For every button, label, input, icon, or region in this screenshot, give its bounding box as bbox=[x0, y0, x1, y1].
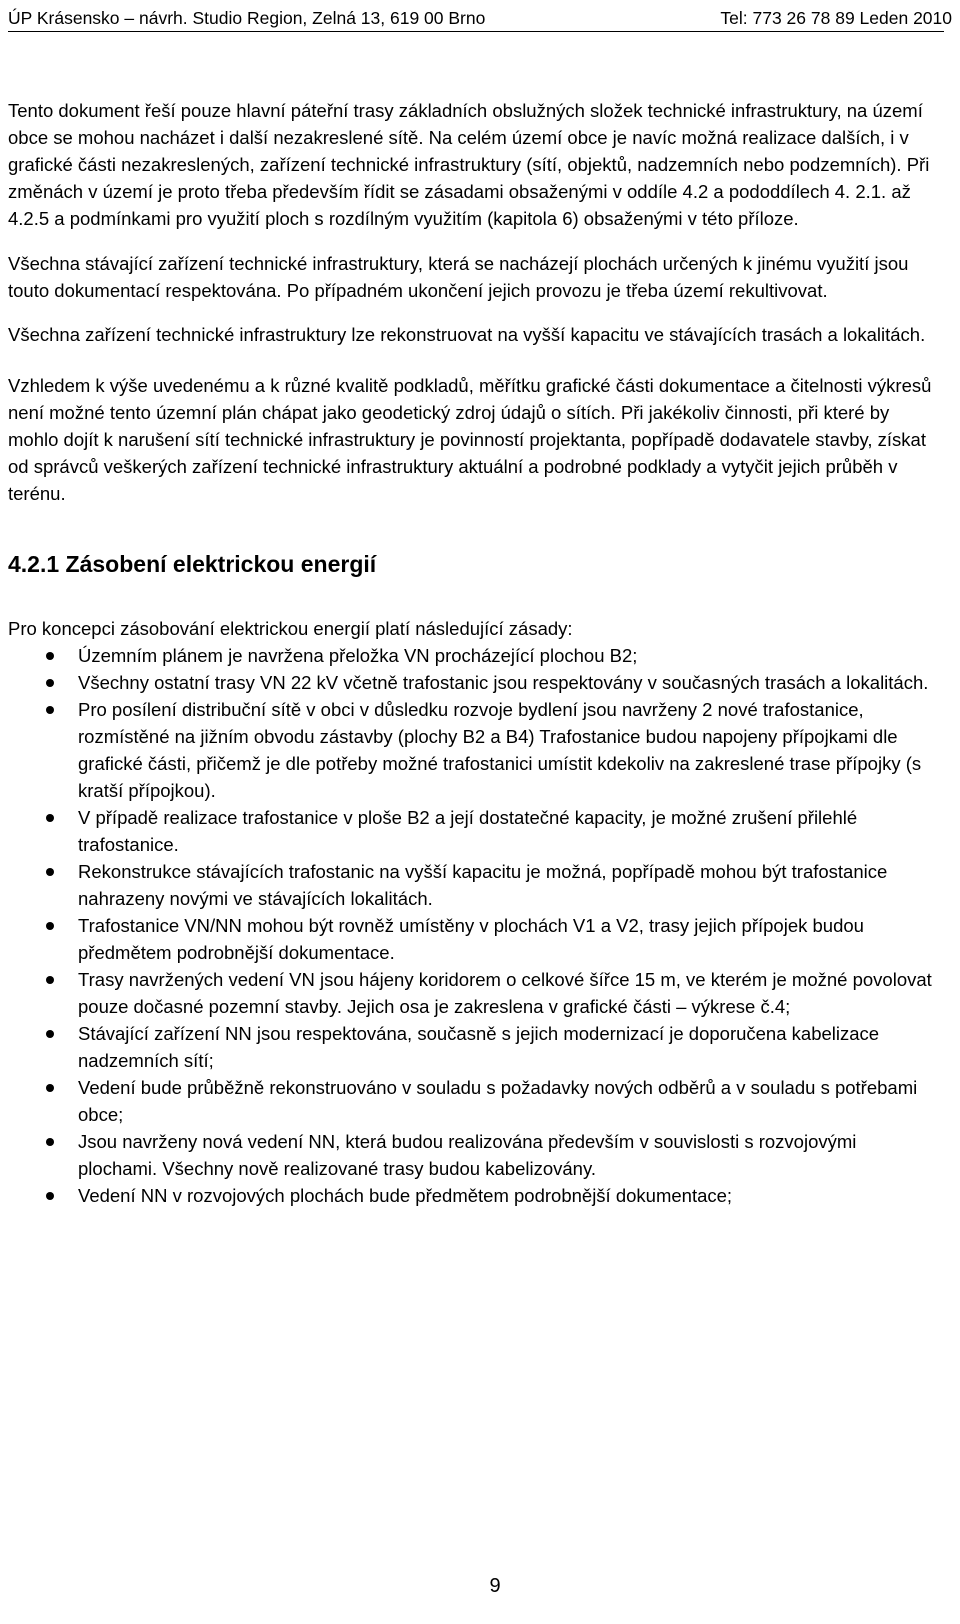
header-right: Tel: 773 26 78 89 Leden 2010 bbox=[720, 8, 952, 28]
page-number bbox=[0, 1574, 944, 1598]
list-item: Rekonstrukce stávajících trafostanic na vyšší kapacitu je možná, popřípadě mohou být trafostanice nahrazeny novými ve stávajících lokalitách. bbox=[8, 858, 936, 912]
list-item: Trafostanice VN/NN mohou být rovněž umístěny v plochách V1 a V2, trasy jejich přípojek budou předmětem podrobnější dokumentace. bbox=[8, 912, 936, 966]
header-left: ÚP Krásensko – návrh. Studio Region, Zelná 13, 619 00 Brno bbox=[8, 8, 486, 28]
paragraph-1: Tento dokument řeší pouze hlavní páteřní trasy základních obslužných složek technické infrastruktury, na území obce se mohou nacházet i další nezakreslené sítě. Na celém území obce je navíc možná realizace dalších, i v grafické části nezakreslených, zařízení technické infrastruktury (sítí, objektů, nadzemních nebo podzemních). Při změnách v území je proto třeba především řídit se zásadami obsaženými v oddíle 4.2 a pododdílech 4. 2.1. až 4.2.5 a podmínkami pro využití ploch s rozdílným využitím (kapitola 6) obsaženými v této příloze. bbox=[8, 100, 930, 229]
list-item: Vedení NN v rozvojových plochách bude předmětem podrobnější dokumentace; bbox=[8, 1182, 936, 1209]
list-item: Vedení bude průběžně rekonstruováno v souladu s požadavky nových odběrů a v souladu s potřebami obce; bbox=[8, 1074, 936, 1128]
paragraph-2: Všechna stávající zařízení technické infrastruktury, která se nacházejí plochách určených k jinému využití jsou touto dokumentací respektována. Po případném ukončení jejich provozu je třeba území rekultivovat. bbox=[8, 253, 909, 301]
header-rule bbox=[8, 31, 944, 32]
list-item: V případě realizace trafostanice v ploše B2 a její dostatečné kapacity, je možné zrušení přilehlé trafostanice. bbox=[8, 804, 936, 858]
page-header bbox=[8, 6, 952, 30]
list-item: Jsou navrženy nová vedení NN, která budou realizována především v souvislosti s rozvojovými plochami. Všechny nově realizované trasy budou kabelizovány. bbox=[8, 1128, 936, 1182]
section-heading: 4.2.1 Zásobení elektrickou energií bbox=[8, 551, 377, 577]
list-item: Všechny ostatní trasy VN 22 kV včetně trafostanic jsou respektovány v současných trasách a lokalitách. bbox=[8, 669, 936, 696]
list-item: Územním plánem je navržena přeložka VN procházející plochou B2; bbox=[8, 642, 936, 669]
list-item: Pro posílení distribuční sítě v obci v důsledku rozvoje bydlení jsou navrženy 2 nové trafostanice, rozmístěné na jižním obvodu zástavby (plochy B2 a B4) Trafostanice budou napojeny přípojkami dle grafické části, přičemž je dle potřeby možné trafostanici umístit kdekoliv na zakreslené trase přípojky (s kratší přípojkou). bbox=[8, 696, 936, 804]
bullet-list bbox=[8, 642, 936, 1209]
list-item: Trasy navržených vedení VN jsou hájeny koridorem o celkové šířce 15 m, ve kterém je možné povolovat pouze dočasné pozemní stavby. Jejich osa je zakreslena v grafické části – výkrese č.4; bbox=[8, 966, 936, 1020]
list-item: Stávající zařízení NN jsou respektována, současně s jejich modernizací je doporučena kabelizace nadzemních sítí; bbox=[8, 1020, 936, 1074]
document-body bbox=[8, 97, 936, 1209]
section-intro: Pro koncepci zásobování elektrickou energií platí následující zásady: bbox=[8, 618, 573, 639]
paragraph-3: Všechna zařízení technické infrastruktury lze rekonstruovat na vyšší kapacitu ve stávajících trasách a lokalitách. bbox=[8, 324, 926, 345]
page-number-value: 9 bbox=[489, 1575, 501, 1597]
paragraph-4: Vzhledem k výše uvedenému a k různé kvalitě podkladů, měřítku grafické části dokumentace a čitelnosti výkresů není možné tento územní plán chápat jako geodetický zdroj údajů o sítích. Při jakékoliv činnosti, při které by mohlo dojít k narušení sítí technické infrastruktury je povinností projektanta, popřípadě dodavatele stavby, získat od správců veškerých zařízení technické infrastruktury aktuální a podrobné podklady a vytyčit jejich průběh v terénu. bbox=[8, 375, 932, 504]
